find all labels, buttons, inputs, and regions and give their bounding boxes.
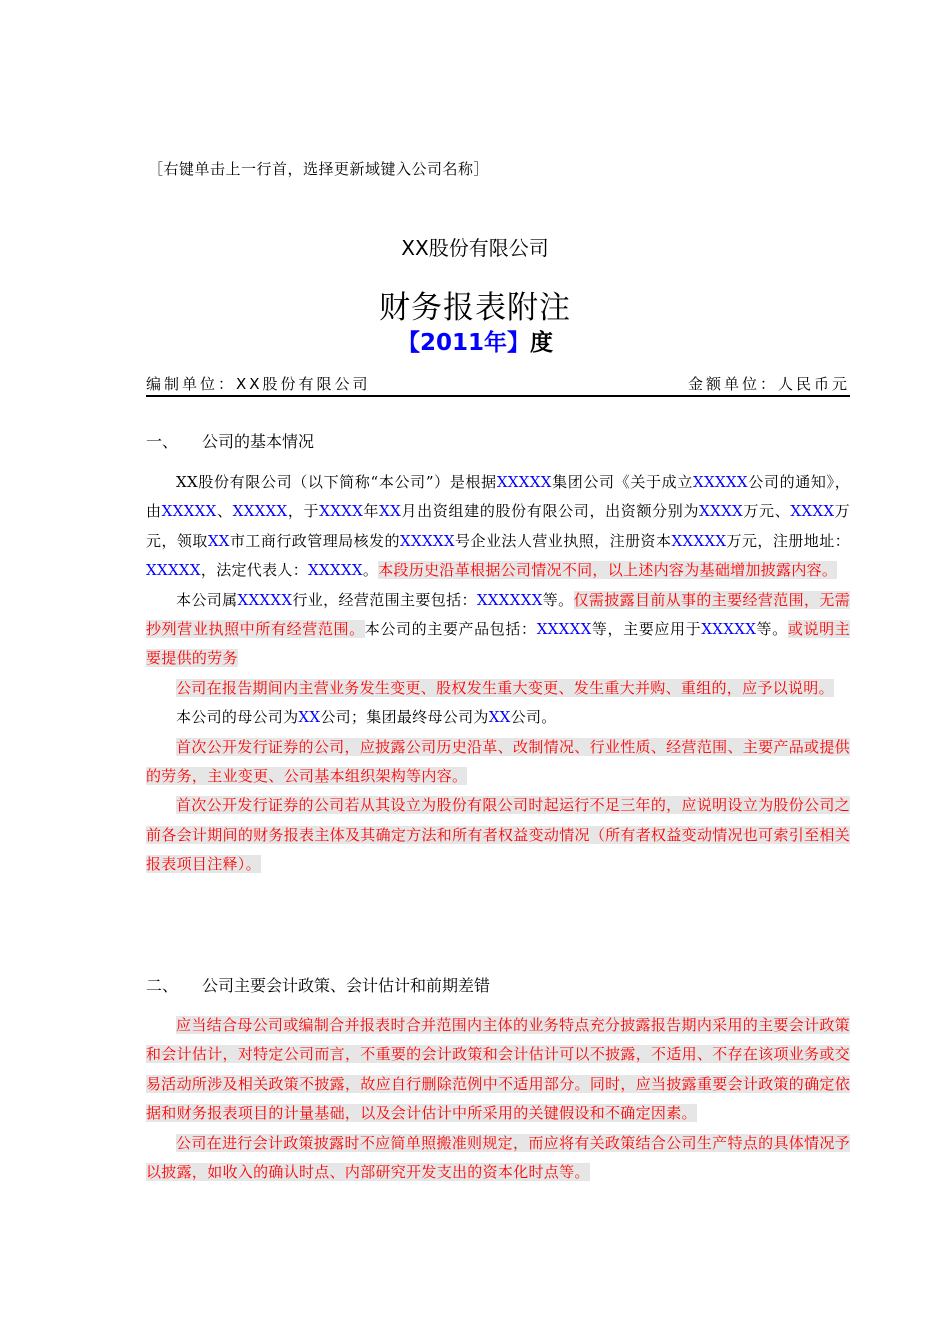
placeholder-field: XXXXX <box>693 473 748 491</box>
placeholder-field: XX <box>488 708 511 727</box>
text-run: 公司；集团最终母公司为 <box>320 708 489 727</box>
placeholder-field: XXXXX <box>671 531 727 550</box>
placeholder-field: XXXXX <box>701 620 757 639</box>
guidance-note: 公司在报告期间内主营业务发生变更、股权发生重大变更、发生重大并购、重组的，应予以说明。 <box>176 678 834 697</box>
section-number: 一、 <box>146 432 179 451</box>
section-2-body <box>146 1011 850 1187</box>
text-run: 号企业法人营业执照，注册资本 <box>454 531 672 550</box>
placeholder-field: XXXXXX <box>476 590 543 609</box>
text-run: XX股份有限公司（以下简称“本公司”）是根据 <box>176 473 497 491</box>
text-run: 等。 <box>756 620 788 639</box>
update-field-hint: ［右键单击上一行首，选择更新域键入公司名称］ <box>148 160 490 178</box>
placeholder-field: XXXX <box>790 502 835 521</box>
placeholder-field: XXXXX <box>237 590 293 609</box>
guidance-note: 应当结合母公司或编制合并报表时合并范围内主体的业务特点充分披露报告期内采用的主要会计政策和会计估计，对特定公司而言，不重要的会计政策和会计估计可以不披露，不适用、不存在该项业务或交易活动所涉及相关政策不披露，故应自行删除范例中不适用部分。同时，应当披露重要会计政策的确定依据和财务报表项目的计量基础，以及会计估计中所采用的关键假设和不确定因素。 <box>146 1016 850 1123</box>
text-run: 本公司属 <box>176 590 238 609</box>
report-year <box>0 324 950 357</box>
text-run: 。 <box>362 561 379 580</box>
document-title: 财务报表附注 <box>379 290 571 326</box>
text-run: 本公司的母公司为 <box>176 708 299 727</box>
text-run: 、 <box>216 502 233 521</box>
text-run: ，于 <box>287 502 320 521</box>
text-run: 公司。 <box>510 708 557 727</box>
text-run: 集团公司《关于成立 <box>551 473 693 491</box>
placeholder-field: XX <box>207 531 230 550</box>
guidance-note: 本段历史沿革根据公司情况不同，以上述内容为基础增加披露内容。 <box>378 561 838 580</box>
text-run: 年 <box>363 502 380 521</box>
paragraph-business-change-note <box>146 674 850 703</box>
text-run: 万元，注册地址： <box>726 531 850 550</box>
paragraph-ipo-disclosure-note <box>146 733 850 792</box>
text-run: 月出资组建的股份有限公司，出资额分别为 <box>401 502 700 521</box>
text-run: 行业，经营范围主要包括： <box>292 590 477 609</box>
paragraph-accounting-policy-note <box>146 1011 850 1129</box>
company-title: XX股份有限公司 <box>401 236 549 260</box>
section-1-body <box>146 468 850 880</box>
text-run: 市工商行政管理局核发的 <box>229 531 400 550</box>
guidance-note: 公司在进行会计政策披露时不应简单照搬准则规定，而应将有关政策结合公司生产特点的具体情况予以披露，如收入的确认时点、内部研究开发支出的资本化时点等。 <box>146 1133 850 1182</box>
placeholder-field: XXXX <box>699 502 744 521</box>
placeholder-field: XXXXX <box>399 531 455 550</box>
text-run: 等。 <box>542 590 574 609</box>
section-heading-1 <box>146 429 314 452</box>
prepared-by: 编制单位：XX股份有限公司 <box>146 375 371 393</box>
placeholder-field: XXXXX <box>161 502 217 521</box>
text-run: 万元，领取 <box>146 502 850 550</box>
text-run: 万元、 <box>743 502 791 521</box>
placeholder-field: XXXX <box>319 502 364 521</box>
header-meta-row <box>146 371 850 397</box>
guidance-note: 或说明主要提供的劳务 <box>146 620 850 668</box>
year-suffix: 度 <box>530 330 553 356</box>
placeholder-field: XX <box>298 708 321 727</box>
guidance-note: 仅需披露目前从事的主要经营范围，无需抄列营业执照中所有经营范围。 <box>146 590 851 639</box>
guidance-note: 首次公开发行证券的公司若从其设立为股份有限公司时起运行不足三年的，应说明设立为股份公司之前各会计期间的财务报表主体及其确定方法和所有者权益变动情况（所有者权益变动情况也可索引至相关报表项目注释）。 <box>146 796 850 874</box>
placeholder-field: XXXXX <box>146 561 201 580</box>
placeholder-field: XXXXX <box>536 620 592 639</box>
placeholder-field: XXXXX <box>308 561 363 580</box>
text-run: 本公司的主要产品包括： <box>364 620 537 639</box>
paragraph-ipo-three-year-note <box>146 791 850 879</box>
paragraph-company-history <box>146 468 850 586</box>
text-run: 等，主要应用于 <box>591 620 702 639</box>
paragraph-policy-disclosure-note <box>146 1129 850 1188</box>
guidance-note: 首次公开发行证券的公司，应披露公司历史沿革、改制情况、行业性质、经营范围、主要产品或提供的劳务，主业变更、公司基本组织架构等内容。 <box>146 737 850 786</box>
placeholder-field: XX <box>379 502 402 521</box>
paragraph-business-scope <box>146 586 850 674</box>
paragraph-parent-company <box>146 703 850 732</box>
section-title: 公司的基本情况 <box>202 432 315 451</box>
currency-unit: 金额单位：人民币元 <box>687 375 850 393</box>
section-heading-2 <box>146 973 490 996</box>
text-run: 公司的通知》，由 <box>146 473 851 521</box>
year-field: 【2011年】 <box>396 330 530 356</box>
placeholder-field: XXXXX <box>496 473 552 491</box>
section-title: 公司主要会计政策、会计估计和前期差错 <box>202 976 491 995</box>
text-run: ，法定代表人： <box>200 561 309 580</box>
section-number: 二、 <box>146 976 179 995</box>
placeholder-field: XXXXX <box>232 502 288 521</box>
